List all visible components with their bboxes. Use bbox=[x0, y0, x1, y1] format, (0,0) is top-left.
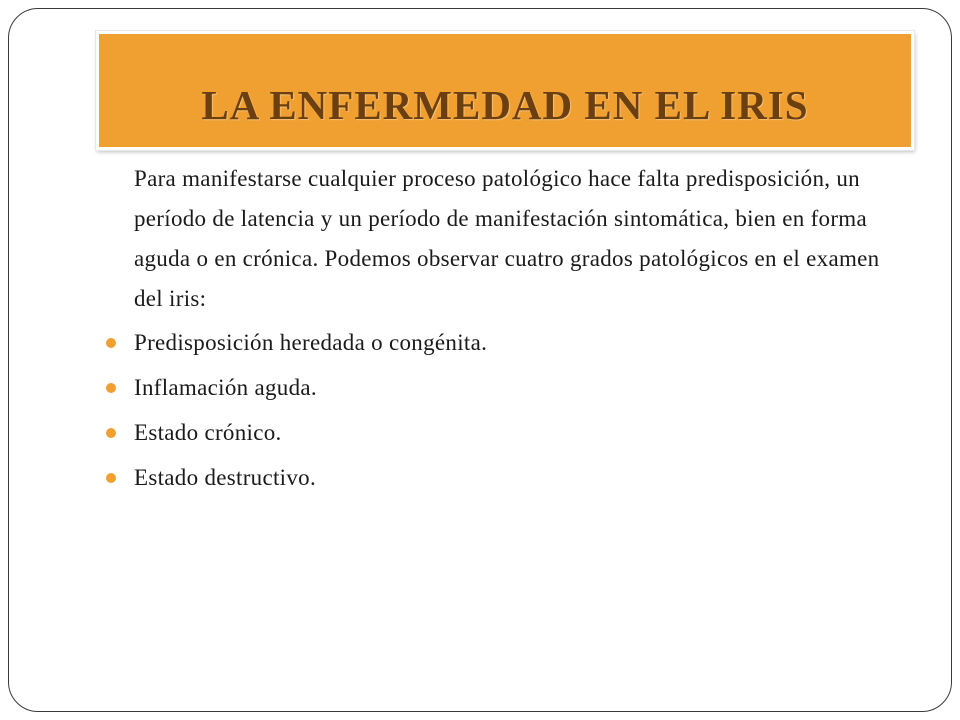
bullet-dot-icon bbox=[106, 473, 116, 483]
bullet-text: Predisposición heredada o congénita. bbox=[134, 329, 488, 355]
bullet-item bbox=[106, 455, 487, 500]
title-banner bbox=[96, 31, 914, 150]
bullet-list bbox=[106, 320, 487, 500]
bullet-text: Estado crónico. bbox=[134, 419, 282, 445]
bullet-item bbox=[106, 410, 487, 455]
slide-title: LA ENFERMEDAD EN EL IRIS bbox=[201, 82, 809, 128]
intro-paragraph: Para manifestarse cualquier proceso patológico hace falta predisposición, un período de latencia y un período de manifestación sintomática, bien en forma aguda o en crónica. Podemos observar cuatro grados patológicos en el examen del iris: bbox=[134, 166, 880, 311]
bullet-dot-icon bbox=[106, 338, 116, 348]
bullet-dot-icon bbox=[106, 383, 116, 393]
bullet-dot-icon bbox=[106, 428, 116, 438]
bullet-text: Estado destructivo. bbox=[134, 464, 316, 490]
bullet-text: Inflamación aguda. bbox=[134, 374, 317, 400]
bullet-item bbox=[106, 320, 487, 365]
bullet-item bbox=[106, 365, 487, 410]
